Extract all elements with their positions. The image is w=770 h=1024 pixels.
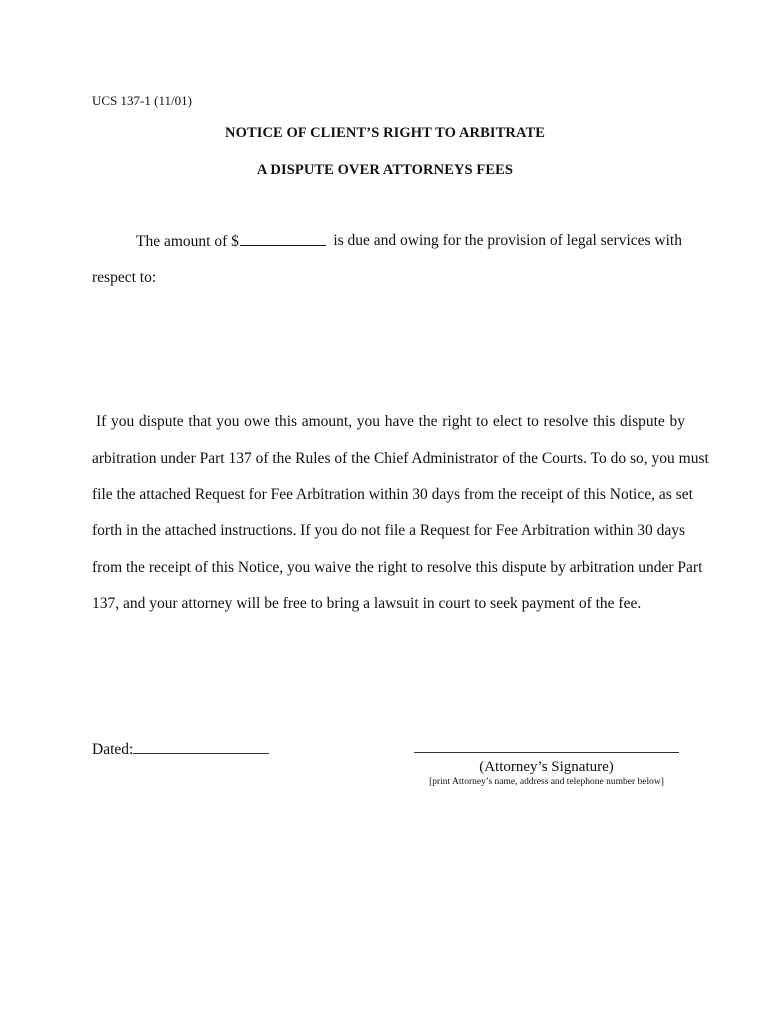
signature-label: (Attorney’s Signature)	[479, 759, 614, 775]
signature-line[interactable]	[414, 752, 679, 753]
notice-line-4-left: forth in the attached instructions.	[92, 522, 297, 539]
notice-line-4	[92, 522, 685, 540]
amount-blank-field[interactable]	[240, 232, 326, 246]
amount-continuation: respect to:	[92, 269, 157, 286]
notice-line-4-right: If you do not file a Request for Fee Arbitration within 30 days	[300, 522, 685, 539]
notice-line-3: file the attached Request for Fee Arbitration within 30 days from the receipt of this Notice, as set	[92, 486, 693, 503]
amount-suffix: is due and owing for the provision of legal services with	[333, 232, 682, 249]
date-blank-field[interactable]	[133, 739, 269, 754]
amount-prefix: The amount of $	[136, 232, 330, 251]
form-identifier: UCS 137-1 (11/01)	[92, 93, 192, 108]
notice-line-2: arbitration under Part 137 of the Rules of the Chief Administrator of the Courts. To do so, you must	[92, 450, 709, 467]
notice-line-6: 137, and your attorney will be free to bring a lawsuit in court to seek payment of the fee.	[92, 595, 642, 612]
amount-statement	[136, 232, 682, 251]
notice-line-5: from the receipt of this Notice, you waive the right to resolve this dispute by arbitration under Part	[92, 559, 703, 576]
document-title: NOTICE OF CLIENT’S RIGHT TO ARBITRATE	[225, 125, 545, 141]
document-subtitle: A DISPUTE OVER ATTORNEYS FEES	[256, 162, 514, 178]
dated-field	[92, 739, 269, 759]
signature-instructions: [print Attorney’s name, address and telephone number below]	[429, 777, 664, 787]
notice-line-1: If you dispute that you owe this amount, you have the right to elect to resolve this dispute by	[96, 413, 685, 430]
dated-label: Dated:	[92, 741, 134, 758]
